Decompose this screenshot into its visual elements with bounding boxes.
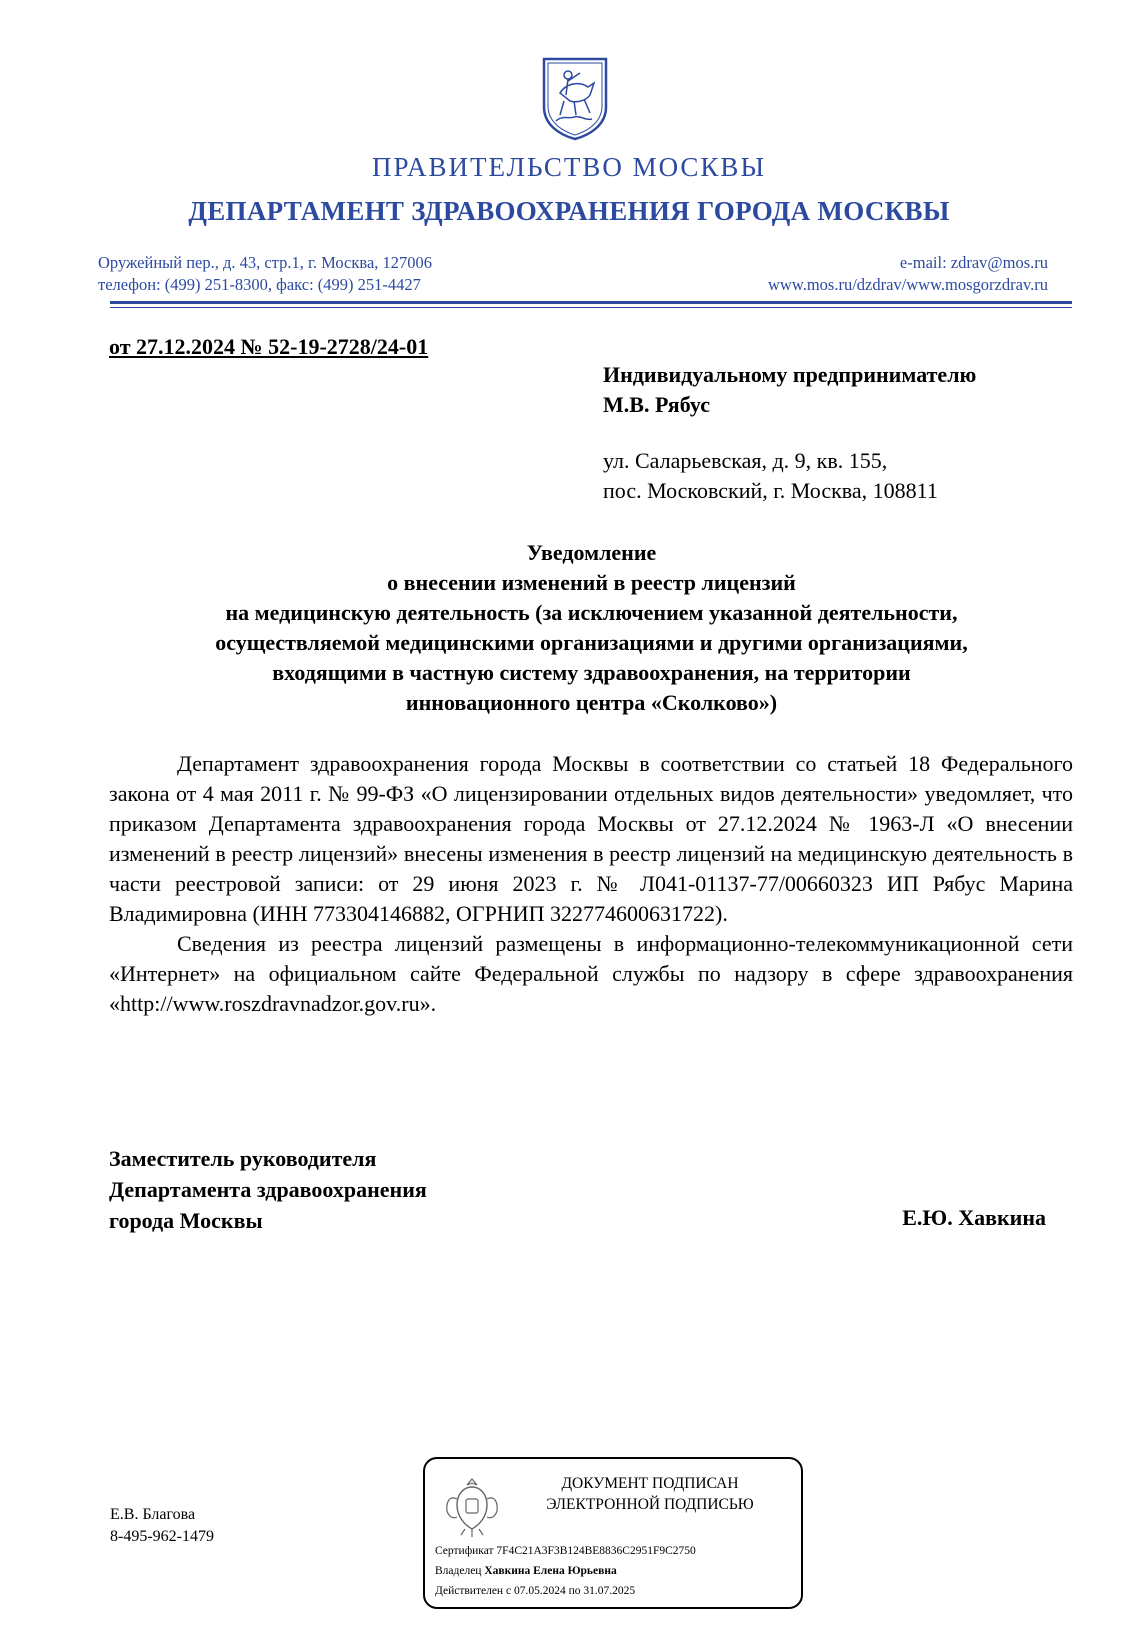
- addressee-line: Индивидуальному предпринимателю: [603, 362, 977, 387]
- stamp-certificate: Сертификат 7F4C21A3F3B124BE8836C2951F9C2750: [435, 1545, 696, 1557]
- moscow-emblem-icon: [540, 55, 610, 141]
- executor-phone: 8-495-962-1479: [110, 1528, 214, 1545]
- title-line: о внесении изменений в реестр лицензий: [387, 570, 796, 595]
- executor-name: Е.В. Благова: [110, 1506, 196, 1523]
- stamp-heading-line: ДОКУМЕНТ ПОДПИСАН: [561, 1475, 739, 1492]
- contact-left: [98, 252, 432, 296]
- body-paragraph: Сведения из реестра лицензий размещены в информационно-телекоммуникационной сети «Интернет» на официальном сайте Федеральной службы по надзору в сфере здравоохранения «http://www.roszdravnadzor.gov.ru».: [109, 931, 1073, 1016]
- signer-position-line: Департамента здравоохранения: [109, 1177, 427, 1202]
- address-line: ул. Саларьевская, д. 9, кв. 155,: [603, 448, 888, 473]
- e-signature-stamp: [423, 1457, 803, 1609]
- web-line: www.mos.ru/dzdrav/www.mosgorzdrav.ru: [768, 275, 1048, 294]
- header-rule-thick: [110, 301, 1072, 304]
- addressee: [603, 360, 976, 420]
- signer-position-line: города Москвы: [109, 1208, 263, 1233]
- title-line: Уведомление: [526, 540, 657, 565]
- stamp-heading-line: ЭЛЕКТРОННОЙ ПОДПИСЬЮ: [546, 1496, 754, 1513]
- department-title: ДЕПАРТАМЕНТ ЗДРАВООХРАНЕНИЯ ГОРОДА МОСКВЫ: [188, 196, 950, 226]
- title-line: на медицинскую деятельность (за исключением указанной деятельности,: [225, 600, 958, 625]
- stamp-details: [435, 1541, 696, 1601]
- signer-name: Е.Ю. Хавкина: [902, 1205, 1046, 1230]
- contact-right: [768, 252, 1048, 296]
- title-line: входящими в частную систему здравоохранения, на территории: [272, 660, 911, 685]
- stamp-heading: [525, 1473, 775, 1515]
- addressee-line: М.В. Рябус: [603, 392, 710, 417]
- body-paragraph: Департамент здравоохранения города Москвы в соответствии со статьей 18 Федерального закона от 4 мая 2011 г. № 99-ФЗ «О лицензировании отдельных видов деятельности» уведомляет, что приказом Департамента здравоохранения города Москвы от 27.12.2024 № 1963-Л «О внесении изменений в реестр лицензий» внесены изменения в реестр лицензий на медицинскую деятельность в части реестровой записи: от 29 июня 2023 г. № Л041-01137-77/00660323 ИП Рябус Марина Владимировна (ИНН 773304146882, ОГРНИП 322774600631722).: [109, 751, 1073, 926]
- government-title: ПРАВИТЕЛЬСТВО МОСКВЫ: [371, 152, 766, 182]
- title-line: инновационного центра «Сколково»): [405, 690, 778, 715]
- address-line: пос. Московский, г. Москва, 108811: [603, 478, 938, 503]
- stamp-owner: Владелец Хавкина Елена Юрьевна: [435, 1565, 617, 1577]
- document-body: [109, 749, 1073, 1019]
- signer-position-line: Заместитель руководителя: [109, 1146, 377, 1171]
- address-line: Оружейный пер., д. 43, стр.1, г. Москва, 127006: [98, 253, 433, 272]
- executor-info: [110, 1504, 214, 1548]
- header-rule-thin: [110, 307, 1072, 308]
- phone-line: телефон: (499) 251-8300, факс: (499) 251-4427: [98, 275, 421, 294]
- addressee-address: [603, 446, 938, 506]
- signer-position: [109, 1143, 427, 1236]
- email-line: e-mail: zdrav@mos.ru: [899, 253, 1048, 272]
- title-line: осуществляемой медицинскими организациями и другими организациями,: [215, 630, 968, 655]
- russian-eagle-emblem-icon: [443, 1473, 501, 1539]
- document-title: [110, 538, 1073, 718]
- registration-number: от 27.12.2024 № 52-19-2728/24-01: [109, 334, 429, 359]
- stamp-validity: Действителен с 07.05.2024 по 31.07.2025: [435, 1585, 636, 1597]
